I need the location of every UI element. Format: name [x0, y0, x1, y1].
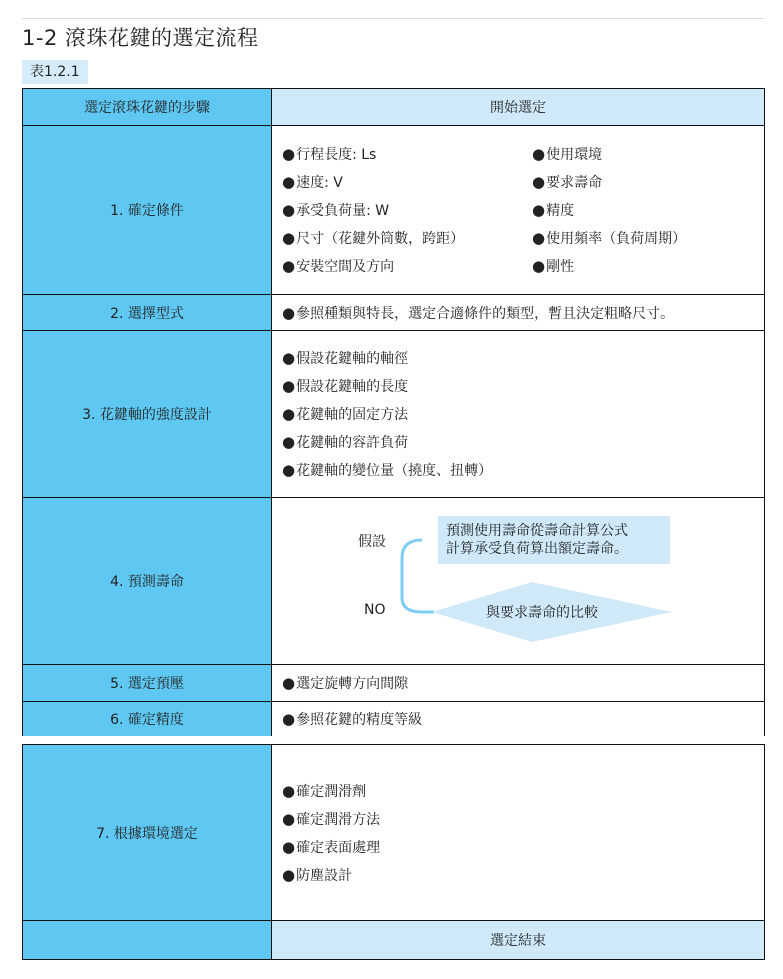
- step-5-text: ●選定旋轉方向間隙: [282, 674, 409, 692]
- step-1-label: 1. 確定條件: [23, 126, 272, 294]
- list-item: ●承受負荷量: W: [282, 201, 390, 219]
- list-item: ●假設花鍵軸的軸徑: [282, 349, 409, 367]
- list-item: ●確定潤滑劑: [282, 781, 367, 800]
- list-item: ●剛性: [532, 257, 575, 275]
- step-2-text: ●參照種類與特長，選定合適條件的類型，暫且決定粗略尺寸。: [282, 303, 675, 322]
- step-1-col2: [532, 140, 686, 280]
- assume-label: 假設: [358, 534, 386, 550]
- table-label: 表1.2.1: [22, 60, 88, 84]
- step-1-col1: [282, 140, 464, 280]
- diamond-label: 與要求壽命的比較: [486, 605, 598, 621]
- end-row: [23, 921, 764, 959]
- list-item: ●尺寸（花鍵外筒數，跨距）: [282, 229, 465, 247]
- step-6-row: [23, 702, 764, 736]
- step-4-label: 4. 預測壽命: [23, 498, 272, 664]
- step-6-content: [272, 702, 764, 736]
- list-item: ●安裝空間及方向: [282, 257, 395, 275]
- list-item: ●速度: V: [282, 173, 343, 191]
- end-label: 選定結束: [272, 921, 764, 959]
- step-2-row: [23, 295, 764, 331]
- list-item: ●精度: [532, 201, 575, 219]
- step-5-content: [272, 665, 764, 701]
- step-4-flowchart: [272, 498, 764, 664]
- step-5-label: 5. 選定預壓: [23, 665, 272, 701]
- step-3-row: [23, 331, 764, 498]
- step-5-row: [23, 665, 764, 702]
- list-item: ●確定潤滑方法: [282, 809, 381, 828]
- step-1-row: [23, 126, 764, 295]
- step-6-label: 6. 確定精度: [23, 702, 272, 736]
- step-3-content: [272, 331, 764, 497]
- list-item: ●防塵設計: [282, 865, 353, 884]
- step-1-content: [272, 126, 764, 294]
- list-item: ●使用頻率（負荷周期）: [532, 229, 687, 247]
- step-7-content: [272, 745, 764, 920]
- step-3-list: [282, 344, 492, 484]
- header-start: 開始選定: [272, 89, 764, 125]
- header-steps: 選定滾珠花鍵的步驟: [23, 89, 272, 125]
- list-item: ●假設花鍵軸的長度: [282, 377, 409, 395]
- list-item: ●行程長度: Ls: [282, 145, 377, 163]
- step-2-content: [272, 295, 764, 330]
- top-rule: [22, 18, 765, 19]
- selection-table-lower: [22, 744, 765, 960]
- list-item: ●花鍵軸的固定方法: [282, 405, 409, 423]
- section-heading: 1-2 滾珠花鍵的選定流程: [22, 26, 259, 50]
- list-item: ●花鍵軸的容許負荷: [282, 433, 409, 451]
- step-2-label: 2. 選擇型式: [23, 295, 272, 330]
- step-7-label: 7. 根據環境選定: [23, 745, 272, 920]
- life-calc-box: 預測使用壽命從壽命計算公式 計算承受負荷算出額定壽命。: [438, 516, 670, 564]
- list-item: ●確定表面處理: [282, 837, 381, 856]
- selection-table-upper: [22, 88, 765, 736]
- list-item: ●要求壽命: [532, 173, 603, 191]
- step-7-list: [282, 777, 380, 889]
- step-7-row: [23, 745, 764, 921]
- no-label: NO: [364, 602, 386, 618]
- table-header-row: [23, 89, 764, 126]
- step-6-text: ●參照花鍵的精度等級: [282, 710, 423, 728]
- list-item: ●花鍵軸的變位量（撓度、扭轉）: [282, 461, 493, 479]
- step-4-row: [23, 498, 764, 665]
- list-item: ●使用環境: [532, 145, 603, 163]
- end-left-cell: [23, 921, 272, 959]
- step-3-label: 3. 花鍵軸的強度設計: [23, 331, 272, 497]
